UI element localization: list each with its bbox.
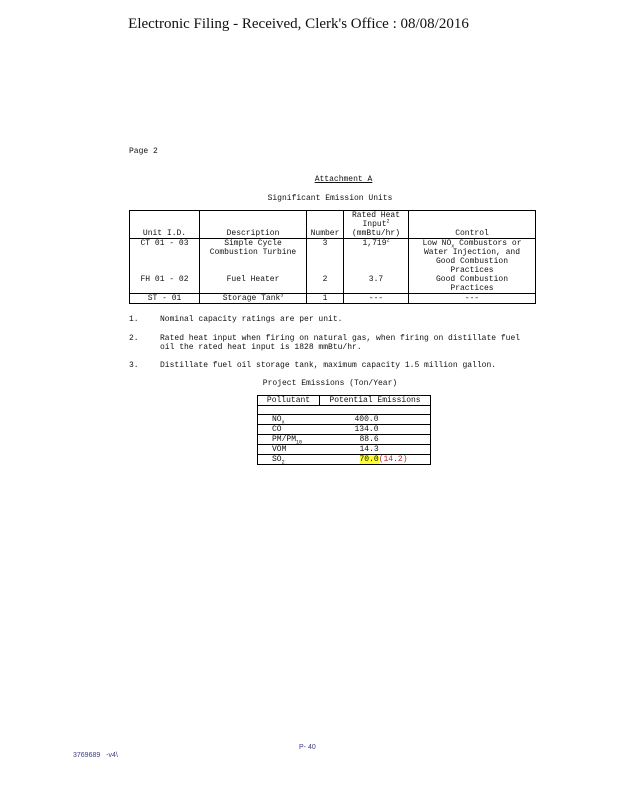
number-cell: 2: [307, 275, 344, 294]
unit-id-cell: CT 01 - 03: [130, 239, 200, 276]
table-title: Significant Emission Units: [267, 194, 393, 203]
table-row: [258, 445, 431, 455]
rated-header-sup: 2: [386, 218, 390, 225]
control-cell: [409, 239, 536, 276]
handwritten-annotation: (14.2): [378, 455, 408, 464]
unit-id-cell: ST - 01: [130, 294, 200, 304]
emission-value: 14.3: [320, 445, 431, 455]
number-cell: 3: [307, 239, 344, 276]
rated-value: 1,719: [362, 239, 387, 248]
header-potential: Potential Emissions: [320, 396, 431, 406]
header-pollutant: Pollutant: [258, 396, 320, 406]
emission-value: 88.6: [320, 435, 431, 445]
table-row: [258, 435, 431, 445]
desc-sup: 3: [280, 292, 284, 299]
table-row: [130, 294, 536, 304]
pollutant-cell: [258, 435, 320, 445]
header-description: Description: [200, 211, 307, 239]
footnote-number: 1.: [129, 315, 139, 324]
page-code: P- 40: [299, 744, 316, 751]
attachment-title-text: Attachment A: [314, 175, 373, 184]
rated-sup: 2: [386, 237, 390, 244]
rated-header-line2: Input: [362, 220, 387, 229]
ctrl-line1b: Combustors or: [454, 239, 522, 248]
rated-cell: ---: [344, 294, 409, 304]
desc-line1: Storage Tank: [222, 294, 281, 303]
header-rated-heat-input: [344, 211, 409, 239]
ctrl-line1-sub: x: [451, 243, 455, 250]
description-cell: Fuel Heater: [200, 275, 307, 294]
ctrl-line2: Water Injection, and: [423, 248, 520, 257]
pollutant-name: PM/PM: [272, 435, 297, 444]
desc-line1: Simple Cycle: [224, 239, 282, 248]
header-number: Number: [307, 211, 344, 239]
rated-header-line3: (mmBtu/hr): [351, 229, 400, 238]
ctrl-line3: Good Combustion: [435, 257, 508, 266]
pollutant-sub: x: [281, 419, 285, 426]
doc-id: [73, 752, 118, 759]
footnote-text: Rated heat input when firing on natural gas, when firing on distillate fuel oil the rated heat input is 1828 mmBtu/hr.: [160, 334, 521, 352]
control-cell: ---: [409, 294, 536, 304]
table-row: [258, 415, 431, 425]
table-header-row: [130, 211, 536, 239]
header-control: Control: [409, 211, 536, 239]
filing-stamp: Electronic Filing - Received, Clerk's Office : 08/08/2016: [128, 16, 469, 32]
highlighted-value: 70.0: [359, 455, 379, 464]
pollutant-name: VOM: [272, 445, 287, 454]
pollutant-cell: [258, 415, 320, 425]
ctrl-line1: Good Combustion: [435, 275, 508, 284]
emissions-header-row: [258, 396, 431, 406]
project-emissions-table: [257, 395, 431, 465]
unit-id-cell: FH 01 - 02: [130, 275, 200, 294]
pollutant-name: SO: [272, 455, 282, 464]
rated-header-line1: Rated Heat: [351, 211, 400, 220]
doc-version: -v4\: [106, 752, 118, 759]
pollutant-cell: [258, 425, 320, 435]
control-cell: [409, 275, 536, 294]
emission-units-table: [129, 210, 536, 304]
table-row: [130, 239, 536, 276]
footnote-number: 2.: [129, 334, 139, 343]
page-label: Page 2: [129, 147, 158, 156]
footnote-text: Distillate fuel oil storage tank, maximum capacity 1.5 million gallon.: [160, 361, 497, 370]
pollutant-name: NO: [272, 415, 282, 424]
emission-value-cell: [320, 455, 431, 465]
table-row: [258, 455, 431, 465]
ctrl-line2: Practices: [450, 284, 494, 293]
ctrl-line1a: Low NO: [422, 239, 452, 248]
project-emissions-title: Project Emissions (Ton/Year): [262, 379, 398, 388]
table-row: [258, 425, 431, 435]
emission-value: 400.0: [320, 415, 431, 425]
table-row: [130, 275, 536, 294]
pollutant-sub: 2: [281, 459, 285, 466]
emissions-spacer-row: [258, 406, 431, 415]
emission-value: 134.0: [320, 425, 431, 435]
footnote-text: Nominal capacity ratings are per unit.: [160, 315, 343, 324]
header-unit-id: Unit I.D.: [130, 211, 200, 239]
attachment-title: [257, 175, 430, 184]
rated-cell: [344, 239, 409, 276]
rated-cell: 3.7: [344, 275, 409, 294]
desc-line2: Combustion Turbine: [209, 248, 297, 257]
description-cell: [200, 239, 307, 276]
footnote-number: 3.: [129, 361, 139, 370]
ctrl-line4: Practices: [450, 266, 494, 275]
number-cell: 1: [307, 294, 344, 304]
pollutant-sub: 10: [296, 439, 303, 446]
pollutant-name: CO: [272, 425, 282, 434]
description-cell: [200, 294, 307, 304]
pollutant-cell: [258, 455, 320, 465]
pollutant-cell: [258, 445, 320, 455]
doc-number: 3769689: [73, 752, 101, 759]
